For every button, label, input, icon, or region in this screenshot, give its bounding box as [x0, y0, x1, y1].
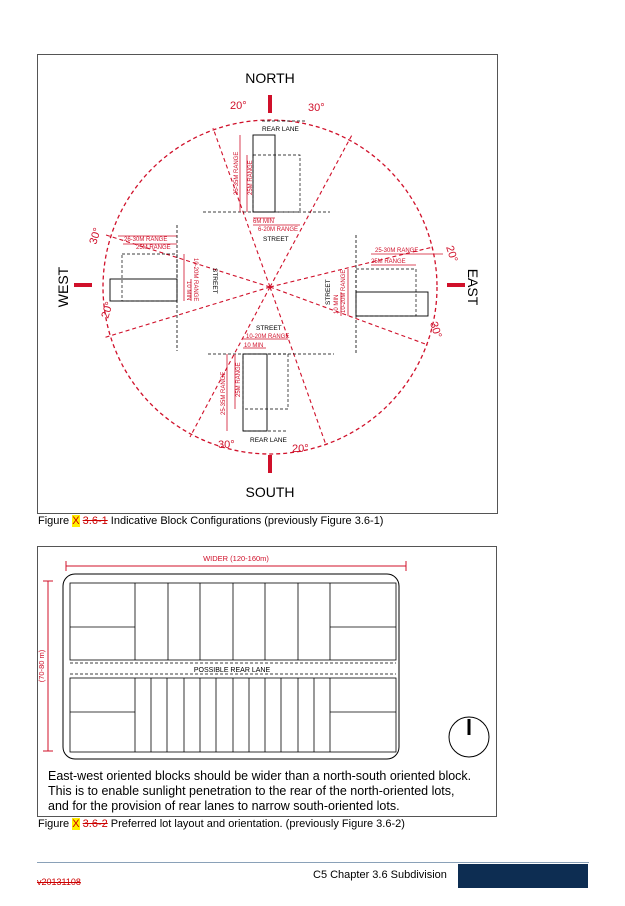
svg-text:25M RANGE: 25M RANGE [371, 259, 406, 265]
version-label: v20131108 [37, 877, 81, 887]
svg-text:25-35M RANGE: 25-35M RANGE [234, 151, 240, 195]
chapter-title: C5 Chapter 3.6 Subdivision [313, 869, 447, 881]
north-label: NORTH [245, 70, 295, 86]
east-marker [447, 283, 465, 287]
north-block [203, 121, 330, 243]
svg-text:10 MIN: 10 MIN [244, 343, 264, 349]
svg-text:25M RANGE: 25M RANGE [136, 245, 171, 251]
bottom-lots [70, 678, 396, 752]
svg-text:6-20M RANGE: 6-20M RANGE [258, 227, 299, 233]
angle-left-upper: 30° [87, 226, 104, 246]
svg-text:6M MIN: 6M MIN [253, 219, 274, 225]
top-lots [70, 583, 396, 660]
angle-top-right: 30° [308, 102, 325, 114]
angle-bottom-right: 20° [292, 443, 309, 455]
west-marker [74, 283, 92, 287]
caption-old-number: 3.6-1 [82, 515, 108, 527]
angle-bottom-left: 30° [218, 439, 235, 451]
footer-bar [458, 864, 588, 888]
svg-text:REAR LANE: REAR LANE [250, 437, 287, 444]
east-block [325, 235, 443, 355]
caption-old-number: 3.6-2 [82, 818, 108, 830]
caption-x: X [72, 818, 80, 830]
svg-text:10-20M RANGE: 10-20M RANGE [341, 269, 347, 313]
caption-text: Preferred lot layout and orientation. (previously Figure 3.6-2) [107, 818, 405, 830]
note-line-1: East-west oriented blocks should be wider than a north-south oriented block. [48, 769, 472, 783]
angle-right-lower: 30° [427, 320, 444, 340]
svg-text:25-35M RANGE: 25-35M RANGE [221, 371, 227, 415]
svg-text:STREET: STREET [263, 236, 289, 243]
compass-diagram [38, 55, 497, 513]
svg-text:26-30M RANGE: 26-30M RANGE [124, 237, 168, 243]
width-label: WIDER (120-160m) [203, 554, 269, 563]
svg-text:10 MIN: 10 MIN [334, 294, 340, 314]
figure-2-caption [38, 818, 405, 830]
footer-divider [37, 862, 589, 863]
south-label: SOUTH [245, 484, 295, 500]
angle-left-lower: 20° [99, 300, 116, 320]
angle-right-upper: 20° [443, 244, 460, 264]
svg-text:25-30M RANGE: 25-30M RANGE [375, 248, 419, 254]
svg-text:10-20M RANGE: 10-20M RANGE [192, 258, 198, 302]
caption-x: X [72, 515, 80, 527]
west-label: WEST [55, 266, 71, 308]
angle-lines [103, 128, 433, 445]
height-label: (70-80 m) [37, 649, 46, 683]
west-block [110, 225, 218, 351]
angle-labels [87, 100, 459, 455]
svg-text:10-20M RANGE: 10-20M RANGE [246, 334, 290, 340]
note-line-2: This is to enable sunlight penetration to the rear of the north-oriented lots, [48, 784, 455, 798]
svg-text:REAR LANE: REAR LANE [262, 126, 299, 133]
caption-prefix: Figure [38, 515, 73, 527]
figure-block-configurations [37, 54, 498, 514]
svg-text:10 MIN: 10 MIN [185, 281, 191, 301]
south-marker [268, 455, 272, 473]
north-arrow-icon [449, 717, 489, 757]
north-marker [268, 95, 272, 113]
svg-text:STREET: STREET [256, 325, 282, 332]
caption-prefix: Figure [38, 818, 73, 830]
svg-text:25M RANGE: 25M RANGE [248, 160, 254, 195]
rear-lane-label: POSSIBLE REAR LANE [193, 667, 271, 674]
south-block [208, 325, 334, 444]
svg-text:STREET: STREET [211, 268, 218, 294]
angle-top-left: 20° [230, 100, 247, 112]
svg-text:25M RANGE: 25M RANGE [236, 362, 242, 397]
east-label: EAST [465, 268, 481, 306]
figure-1-caption [38, 515, 383, 527]
svg-text:STREET: STREET [325, 279, 332, 305]
note-line-3: and for the provision of rear lanes to narrow south-oriented lots. [48, 799, 400, 813]
caption-text: Indicative Block Configurations (previously Figure 3.6-1) [107, 515, 384, 527]
